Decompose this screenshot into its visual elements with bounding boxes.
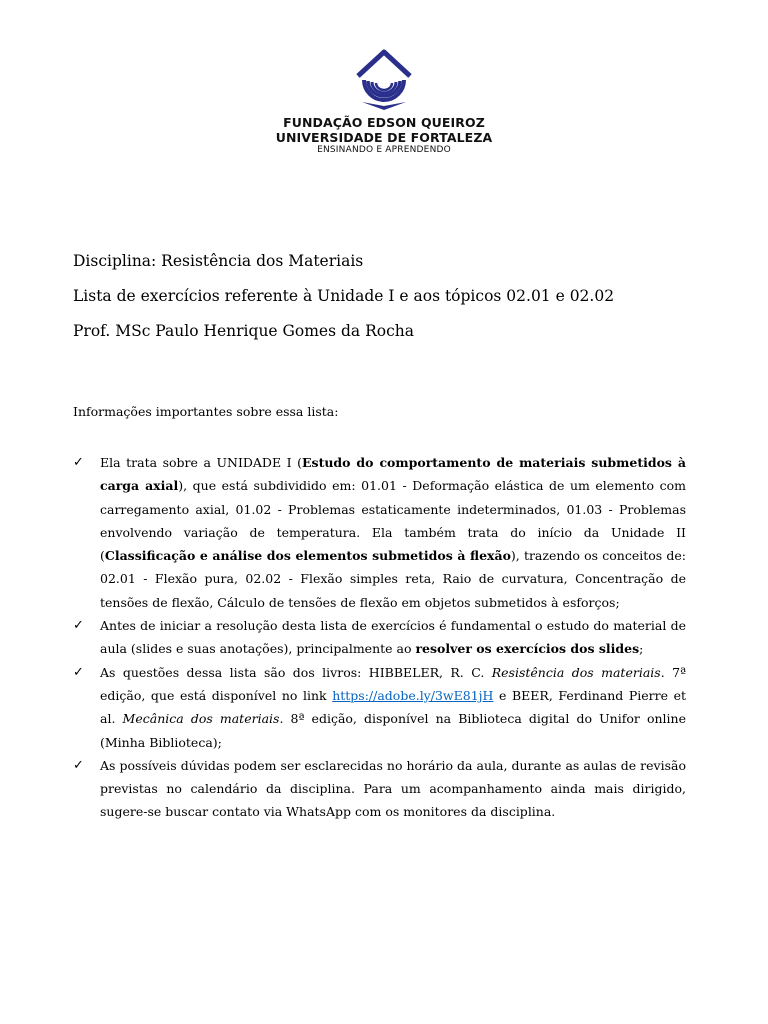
list-item-text: As possíveis dúvidas podem ser esclarecidas no horário da aula, durante as aulas de revisão previstas no calendário da disciplina. Para um acompanhamento ainda mais dirigido, sugere-se buscar contato via WhatsApp com os monitores da disciplina.	[100, 757, 686, 820]
professor-name: Prof. MSc Paulo Henrique Gomes da Rocha	[73, 322, 414, 340]
check-icon: ✓	[73, 455, 84, 470]
info-list	[73, 451, 686, 824]
list-item	[73, 661, 686, 754]
list-title: Lista de exercícios referente à Unidade I e aos tópicos 02.01 e 02.02	[73, 287, 615, 305]
list-item	[73, 754, 686, 824]
intro-text: Informações importantes sobre essa lista:	[73, 404, 339, 419]
list-item-text: As questões dessa lista são dos livros: HIBBELER, R. C. Resistência dos materiais. 7ª edição, que está disponível no link https://adobe.ly/3wE81jH e BEER, Ferdinand Pierre et al. Mecânica dos materiais. 8ª edição, disponível na Biblioteca digital do Unifor online (Minha Biblioteca);	[100, 664, 687, 750]
hibbeler-book-link[interactable]: https://adobe.ly/3wE81jH	[332, 687, 494, 703]
logo-university-name: UNIVERSIDADE DE FORTALEZA	[275, 130, 493, 145]
university-emblem-icon	[352, 46, 416, 110]
list-item-text: Ela trata sobre a UNIDADE I (Estudo do comportamento de materiais submetidos à carga axial), que está subdividido em: 01.01 - Deformação elástica de um elemento com carregamento axial, 01.02 - Problemas estaticamente indeterminados, 01.03 - Problemas envolvendo variação de temperatura. Ela também trata do início da Unidade II (Classificação e análise dos elementos submetidos à flexão), trazendo os conceitos de: 02.01 - Flexão pura, 02.02 - Flexão simples reta, Raio de curvatura, Concentração de tensões de flexão, Cálculo de tensões de flexão em objetos submetidos à esforços;	[100, 455, 687, 610]
logo-motto: ENSINANDO E APRENDENDO	[317, 145, 451, 155]
logo-foundation-name: FUNDAÇÃO EDSON QUEIROZ	[283, 115, 485, 130]
document-header	[73, 244, 713, 349]
discipline-title: Disciplina: Resistência dos Materiais	[73, 252, 364, 270]
check-icon: ✓	[73, 757, 84, 773]
list-item-text: Antes de iniciar a resolução desta lista de exercícios é fundamental o estudo do material de aula (slides e suas anotações), principalmente ao resolver os exercícios dos slides;	[100, 618, 686, 657]
check-icon: ✓	[73, 664, 84, 680]
check-icon: ✓	[73, 618, 84, 634]
university-logo	[250, 46, 518, 156]
list-item	[73, 614, 686, 661]
list-item	[73, 451, 686, 614]
